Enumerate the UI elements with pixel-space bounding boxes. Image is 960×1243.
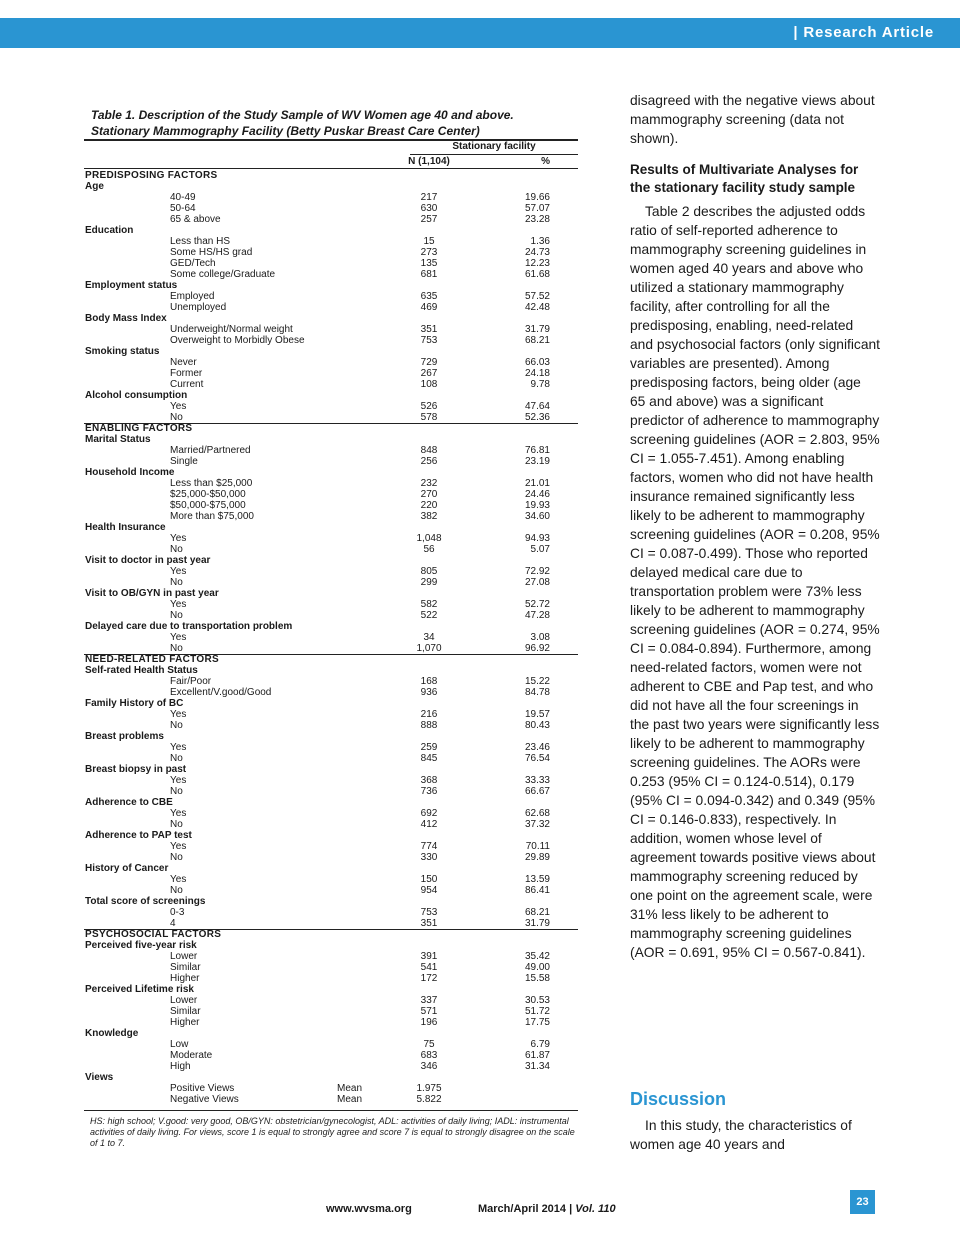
table-cell-n: 351 — [420, 324, 438, 335]
table-category-label: Yes — [170, 841, 187, 852]
table-category-label: Yes — [170, 401, 187, 412]
table-variable-label: Visit to OB/GYN in past year — [85, 588, 219, 599]
table-category-label: Some college/Graduate — [170, 269, 276, 280]
table-category-label: Less than $25,000 — [170, 478, 253, 489]
table-cell-pct: 42.48 — [524, 302, 550, 313]
page-number: 23 — [850, 1190, 875, 1214]
table-cell-n: 845 — [420, 753, 438, 764]
table-category-label: GED/Tech — [170, 258, 216, 269]
footer-volume: Vol. 110 — [575, 1203, 616, 1215]
table-category-label: Former — [170, 368, 203, 379]
paragraph-results: Table 2 describes the adjusted odds ratio of self-reported adherence to mammography screening guidelines in women aged 40 years and above who utilized a stationary mammography facility, after controlling for all the predisposing, enabling, need-related and psychosocial factors (only significant variables are presented). Among predisposing factors, being older (age 65 and above) was a significant predictor of adherence to mammography screening guidelines (AOR = 2.803, 95% CI = 1.055-7.451). Among enabling factors, women who did not have health insurance remained significantly less likely to be adherent to mammography screening guidelines (AOR = 0.208, 95% CI = 0.087-0.499). Those who reported delayed medical care due to transportation problem were 73% less likely to be adherent to mammography screening guidelines (AOR = 0.274, 95% CI = 0.084-0.894). Furthermore, among need-related factors, women were not adherent to CBE and Pap test, and who did not have all the four screenings in the past two years were significantly less likely to be adherent to mammography screening guidelines. The AORs were 0.253 (95% CI = 0.124-0.514), 0.179 (95% CI = 0.094-0.342) and 0.349 (95% CI = 0.146-0.833), respectively. In addition, women whose level of agreement towards positive views about mammography screening reduced by one point on the agreement scale, were 31% less likely to be adherent to mammography screening guidelines (AOR = 0.691, 95% CI = 0.567-0.841). — [630, 204, 881, 960]
table-category-label: 0-3 — [170, 907, 185, 918]
table-cell-n: 150 — [420, 874, 438, 885]
table-category-label: No — [170, 643, 183, 654]
table-cell-n: 522 — [420, 610, 438, 621]
table-variable-label: Knowledge — [85, 1028, 139, 1039]
table-variable-label: Perceived five-year risk — [85, 940, 197, 951]
table-cell-n: 232 — [420, 478, 438, 489]
table-cell-pct: 62.68 — [524, 808, 550, 819]
table-cell-pct: 72.92 — [524, 566, 550, 577]
table-category-label: No — [170, 412, 183, 423]
table-cell-pct: 70.11 — [525, 841, 550, 852]
table-cell-n: 346 — [420, 1061, 438, 1072]
table-cell-pct: 31.34 — [524, 1061, 550, 1072]
table-cell-n: 168 — [420, 676, 438, 687]
table-variable-label: Education — [85, 225, 134, 236]
table-variable-label: Visit to doctor in past year — [85, 555, 211, 566]
table-category-label: Married/Partnered — [170, 445, 251, 456]
table-category-label: Positive Views — [170, 1083, 235, 1094]
table-cell-n: 692 — [420, 808, 438, 819]
table-cell-pct: 80.43 — [524, 720, 550, 731]
table-cell-n: 267 — [420, 368, 438, 379]
table-cell-pct: 57.07 — [524, 203, 550, 214]
table-variable-label: Adherence to PAP test — [85, 830, 192, 841]
table-cell-pct: 9.78 — [530, 379, 550, 390]
table-col-pct: % — [541, 156, 550, 167]
table-category-label: $50,000-$75,000 — [170, 500, 246, 511]
table-cell-pct: 23.46 — [524, 742, 550, 753]
table-section-heading: ENABLING FACTORS — [85, 423, 193, 434]
table-cell-n: 56 — [423, 544, 435, 555]
table-caption-line2: Stationary Mammography Facility (Betty Puskar Breast Care Center) — [91, 124, 480, 138]
table-cell-pct: 33.33 — [524, 775, 550, 786]
table-cell-pct: 19.66 — [524, 192, 550, 203]
table-cell-n: 888 — [420, 720, 438, 731]
table-category-label: No — [170, 544, 183, 555]
table-category-label: Yes — [170, 533, 187, 544]
table-cell-n: 1,070 — [416, 643, 442, 654]
table-cell-pct: 57.52 — [524, 291, 550, 302]
table-category-label: No — [170, 852, 183, 863]
table-variable-label: Adherence to CBE — [85, 797, 173, 808]
table-cell-n: 736 — [420, 786, 438, 797]
table-cell-pct: 68.21 — [524, 335, 550, 346]
table-cell-pct: 30.53 — [524, 995, 550, 1006]
table-cell-pct: 12.23 — [524, 258, 550, 269]
table-cell-n: 391 — [420, 951, 438, 962]
table-category-label: Similar — [170, 1006, 201, 1017]
table-cell-pct: 31.79 — [524, 918, 550, 929]
table-cell-pct: 61.87 — [524, 1050, 550, 1061]
table-cell-n: 259 — [420, 742, 438, 753]
table-mean-label: Mean — [337, 1094, 363, 1105]
table-category-label: Single — [170, 456, 198, 467]
table-cell-n: 270 — [420, 489, 438, 500]
table-category-label: No — [170, 610, 183, 621]
table-cell-n: 578 — [420, 412, 438, 423]
table-category-label: Yes — [170, 599, 187, 610]
table-cell-pct: 49.00 — [524, 962, 550, 973]
table-variable-label: Smoking status — [85, 346, 160, 357]
table-category-label: No — [170, 720, 183, 731]
table-cell-pct: 68.21 — [524, 907, 550, 918]
table-cell-n: 635 — [420, 291, 438, 302]
table-cell-n: 351 — [420, 918, 438, 929]
table-category-label: No — [170, 819, 183, 830]
table-variable-label: Total score of screenings — [85, 896, 206, 907]
table-cell-pct: 52.36 — [524, 412, 550, 423]
table-cell-pct: 37.32 — [524, 819, 550, 830]
table-cell-n: 108 — [420, 379, 438, 390]
table-variable-label: Employment status — [85, 280, 178, 291]
table-category-label: Yes — [170, 808, 187, 819]
footer-url: www.wvsma.org — [326, 1203, 412, 1215]
table-variable-label: History of Cancer — [85, 863, 169, 874]
table-cell-n: 299 — [420, 577, 438, 588]
table-cell-n: 217 — [420, 192, 438, 203]
table-mean-label: Mean — [337, 1083, 363, 1094]
table-category-label: 4 — [170, 918, 176, 929]
table-header-rule — [84, 168, 578, 169]
table-variable-label: Views — [85, 1072, 114, 1083]
table-cell-n: 848 — [420, 445, 438, 456]
table-cell-n: 1.975 — [416, 1083, 442, 1094]
table-cell-pct: 19.93 — [524, 500, 550, 511]
table-variable-label: Delayed care due to transportation problem — [85, 621, 293, 632]
table-cell-pct: 17.75 — [524, 1017, 550, 1028]
table-cell-n: 729 — [420, 357, 438, 368]
table-category-label: Yes — [170, 874, 187, 885]
table-cell-n: 526 — [420, 401, 438, 412]
table-category-label: No — [170, 753, 183, 764]
table-group-rule — [410, 154, 578, 155]
table-cell-n: 172 — [420, 973, 438, 984]
table-category-label: High — [170, 1061, 191, 1072]
table-section-rule — [84, 654, 578, 655]
table-category-label: Fair/Poor — [170, 676, 212, 687]
table-cell-pct: 24.18 — [524, 368, 550, 379]
table-cell-pct: 86.41 — [524, 885, 550, 896]
table-cell-pct: 21.01 — [524, 478, 550, 489]
table-cell-n: 954 — [420, 885, 438, 896]
table-category-label: Yes — [170, 709, 187, 720]
header-banner — [0, 18, 960, 48]
table-variable-label: Household Income — [85, 467, 175, 478]
table-section-heading: PREDISPOSING FACTORS — [85, 170, 218, 181]
table-category-label: No — [170, 786, 183, 797]
table-category-label: $25,000-$50,000 — [170, 489, 246, 500]
table-cell-pct: 27.08 — [524, 577, 550, 588]
table-category-label: Negative Views — [170, 1094, 239, 1105]
table-cell-n: 630 — [420, 203, 438, 214]
paragraph-discussion: In this study, the characteristics of women age 40 years and — [630, 1118, 852, 1152]
table-cell-pct: 1.36 — [530, 236, 550, 247]
table-caption-line1: Table 1. Description of the Study Sample of WV Women age 40 and above. — [91, 108, 514, 122]
table-category-label: Moderate — [170, 1050, 213, 1061]
table-category-label: Lower — [170, 951, 198, 962]
table-cell-n: 571 — [420, 1006, 438, 1017]
table-cell-n: 256 — [420, 456, 438, 467]
table-cell-n: 582 — [420, 599, 438, 610]
table-cell-pct: 5.07 — [530, 544, 550, 555]
table-variable-label: Health Insurance — [85, 522, 166, 533]
table-category-label: Excellent/V.good/Good — [170, 687, 272, 698]
table-cell-n: 1,048 — [416, 533, 442, 544]
table-variable-label: Family History of BC — [85, 698, 184, 709]
table-cell-n: 541 — [420, 962, 438, 973]
table-cell-pct: 34.60 — [524, 511, 550, 522]
table-cell-pct: 47.64 — [524, 401, 550, 412]
table-category-label: No — [170, 885, 183, 896]
table-cell-pct: 94.93 — [524, 533, 550, 544]
table-section-heading: NEED-RELATED FACTORS — [85, 654, 219, 665]
table-category-label: Never — [170, 357, 197, 368]
table-cell-n: 5.822 — [416, 1094, 442, 1105]
table-variable-label: Perceived Lifetime risk — [85, 984, 194, 995]
table-cell-n: 15 — [423, 236, 435, 247]
table-section-heading: PSYCHOSOCIAL FACTORS — [85, 929, 222, 940]
table-col-n: N (1,104) — [408, 156, 450, 167]
table-variable-label: Breast problems — [85, 731, 164, 742]
table-cell-pct: 52.72 — [524, 599, 550, 610]
table-group-header: Stationary facility — [452, 141, 536, 152]
table-cell-n: 34 — [423, 632, 435, 643]
footer-issue: March/April 2014 | Vol. 110 — [478, 1203, 616, 1215]
table-cell-pct: 84.78 — [524, 687, 550, 698]
table-cell-n: 469 — [420, 302, 438, 313]
table-category-label: More than $75,000 — [170, 511, 254, 522]
table-variable-label: Marital Status — [85, 434, 151, 445]
table-category-label: 50-64 — [170, 203, 196, 214]
table-cell-pct: 15.22 — [524, 676, 550, 687]
table-cell-n: 75 — [423, 1039, 435, 1050]
table-cell-pct: 76.81 — [524, 445, 550, 456]
section-label: | Research Article — [793, 24, 934, 41]
table-cell-n: 337 — [420, 995, 438, 1006]
table-cell-n: 382 — [420, 511, 438, 522]
table-cell-n: 753 — [420, 907, 438, 918]
table-cell-pct: 19.57 — [524, 709, 550, 720]
table-cell-n: 412 — [420, 819, 438, 830]
table-category-label: Overweight to Morbidly Obese — [170, 335, 305, 346]
table-cell-pct: 6.79 — [530, 1039, 550, 1050]
table-variable-label: Alcohol consumption — [85, 390, 188, 401]
table-cell-n: 330 — [420, 852, 438, 863]
table-category-label: 40-49 — [170, 192, 196, 203]
table-category-label: Unemployed — [170, 302, 227, 313]
table-cell-n: 220 — [420, 500, 438, 511]
table-cell-pct: 61.68 — [524, 269, 550, 280]
table-variable-label: Self-rated Health Status — [85, 665, 198, 676]
table-category-label: Yes — [170, 742, 187, 753]
paragraph-continued: disagreed with the negative views about mammography screening (data not shown). — [630, 93, 875, 146]
table-cell-pct: 24.46 — [524, 489, 550, 500]
table-category-label: Underweight/Normal weight — [170, 324, 293, 335]
table-variable-label: Age — [85, 181, 104, 192]
table-cell-n: 257 — [420, 214, 438, 225]
discussion-heading: Discussion — [630, 1089, 727, 1109]
table-cell-n: 368 — [420, 775, 438, 786]
table-cell-pct: 23.28 — [524, 214, 550, 225]
table-cell-pct: 24.73 — [524, 247, 550, 258]
table-cell-pct: 13.59 — [524, 874, 550, 885]
table-category-label: Yes — [170, 632, 187, 643]
table-cell-pct: 23.19 — [524, 456, 550, 467]
table-category-label: No — [170, 577, 183, 588]
table-cell-n: 805 — [420, 566, 438, 577]
table-variable-label: Body Mass Index — [85, 313, 167, 324]
table-cell-n: 681 — [420, 269, 438, 280]
table-cell-pct: 51.72 — [524, 1006, 550, 1017]
table-cell-pct: 35.42 — [524, 951, 550, 962]
table-category-label: Higher — [170, 973, 200, 984]
table-category-label: Higher — [170, 1017, 200, 1028]
table-bottom-rule — [84, 1110, 578, 1111]
table-section-rule — [84, 423, 578, 424]
table-cell-pct: 47.28 — [524, 610, 550, 621]
table-section-rule — [84, 929, 578, 930]
table-caption — [91, 107, 581, 139]
table-cell-n: 683 — [420, 1050, 438, 1061]
table-category-label: Lower — [170, 995, 198, 1006]
table-cell-pct: 15.58 — [524, 973, 550, 984]
table-notes: HS: high school; V.good: very good, OB/GYN: obstetrician/gynecologist, ADL: activities of daily living; IADL: instrumental activities of daily living. For views, score 1 is equal to strongly agree and score 7 is equal to strongly disagree on the scale of 1 to 7. — [90, 1116, 575, 1148]
table-cell-n: 196 — [420, 1017, 438, 1028]
table-cell-pct: 66.03 — [524, 357, 550, 368]
table-category-label: Low — [170, 1039, 189, 1050]
table-category-label: Current — [170, 379, 204, 390]
table-category-label: 65 & above — [170, 214, 221, 225]
table-variable-label: Breast biopsy in past — [85, 764, 187, 775]
table-category-label: Yes — [170, 566, 187, 577]
table-category-label: Employed — [170, 291, 215, 302]
table-cell-n: 936 — [420, 687, 438, 698]
table-cell-n: 273 — [420, 247, 438, 258]
table-cell-pct: 66.67 — [524, 786, 550, 797]
table-cell-n: 753 — [420, 335, 438, 346]
table-cell-pct: 31.79 — [524, 324, 550, 335]
table-cell-pct: 96.92 — [524, 643, 550, 654]
table-cell-pct: 29.89 — [524, 852, 550, 863]
table-cell-n: 216 — [420, 709, 438, 720]
results-subheading: Results of Multivariate Analyses for the stationary facility study sample — [630, 162, 859, 195]
table-category-label: Yes — [170, 775, 187, 786]
table-cell-pct: 76.54 — [524, 753, 550, 764]
table-category-label: Some HS/HS grad — [170, 247, 253, 258]
table-category-label: Less than HS — [170, 236, 231, 247]
table-cell-n: 774 — [420, 841, 438, 852]
table-category-label: Similar — [170, 962, 201, 973]
table-cell-n: 135 — [420, 258, 438, 269]
table-cell-pct: 3.08 — [530, 632, 550, 643]
